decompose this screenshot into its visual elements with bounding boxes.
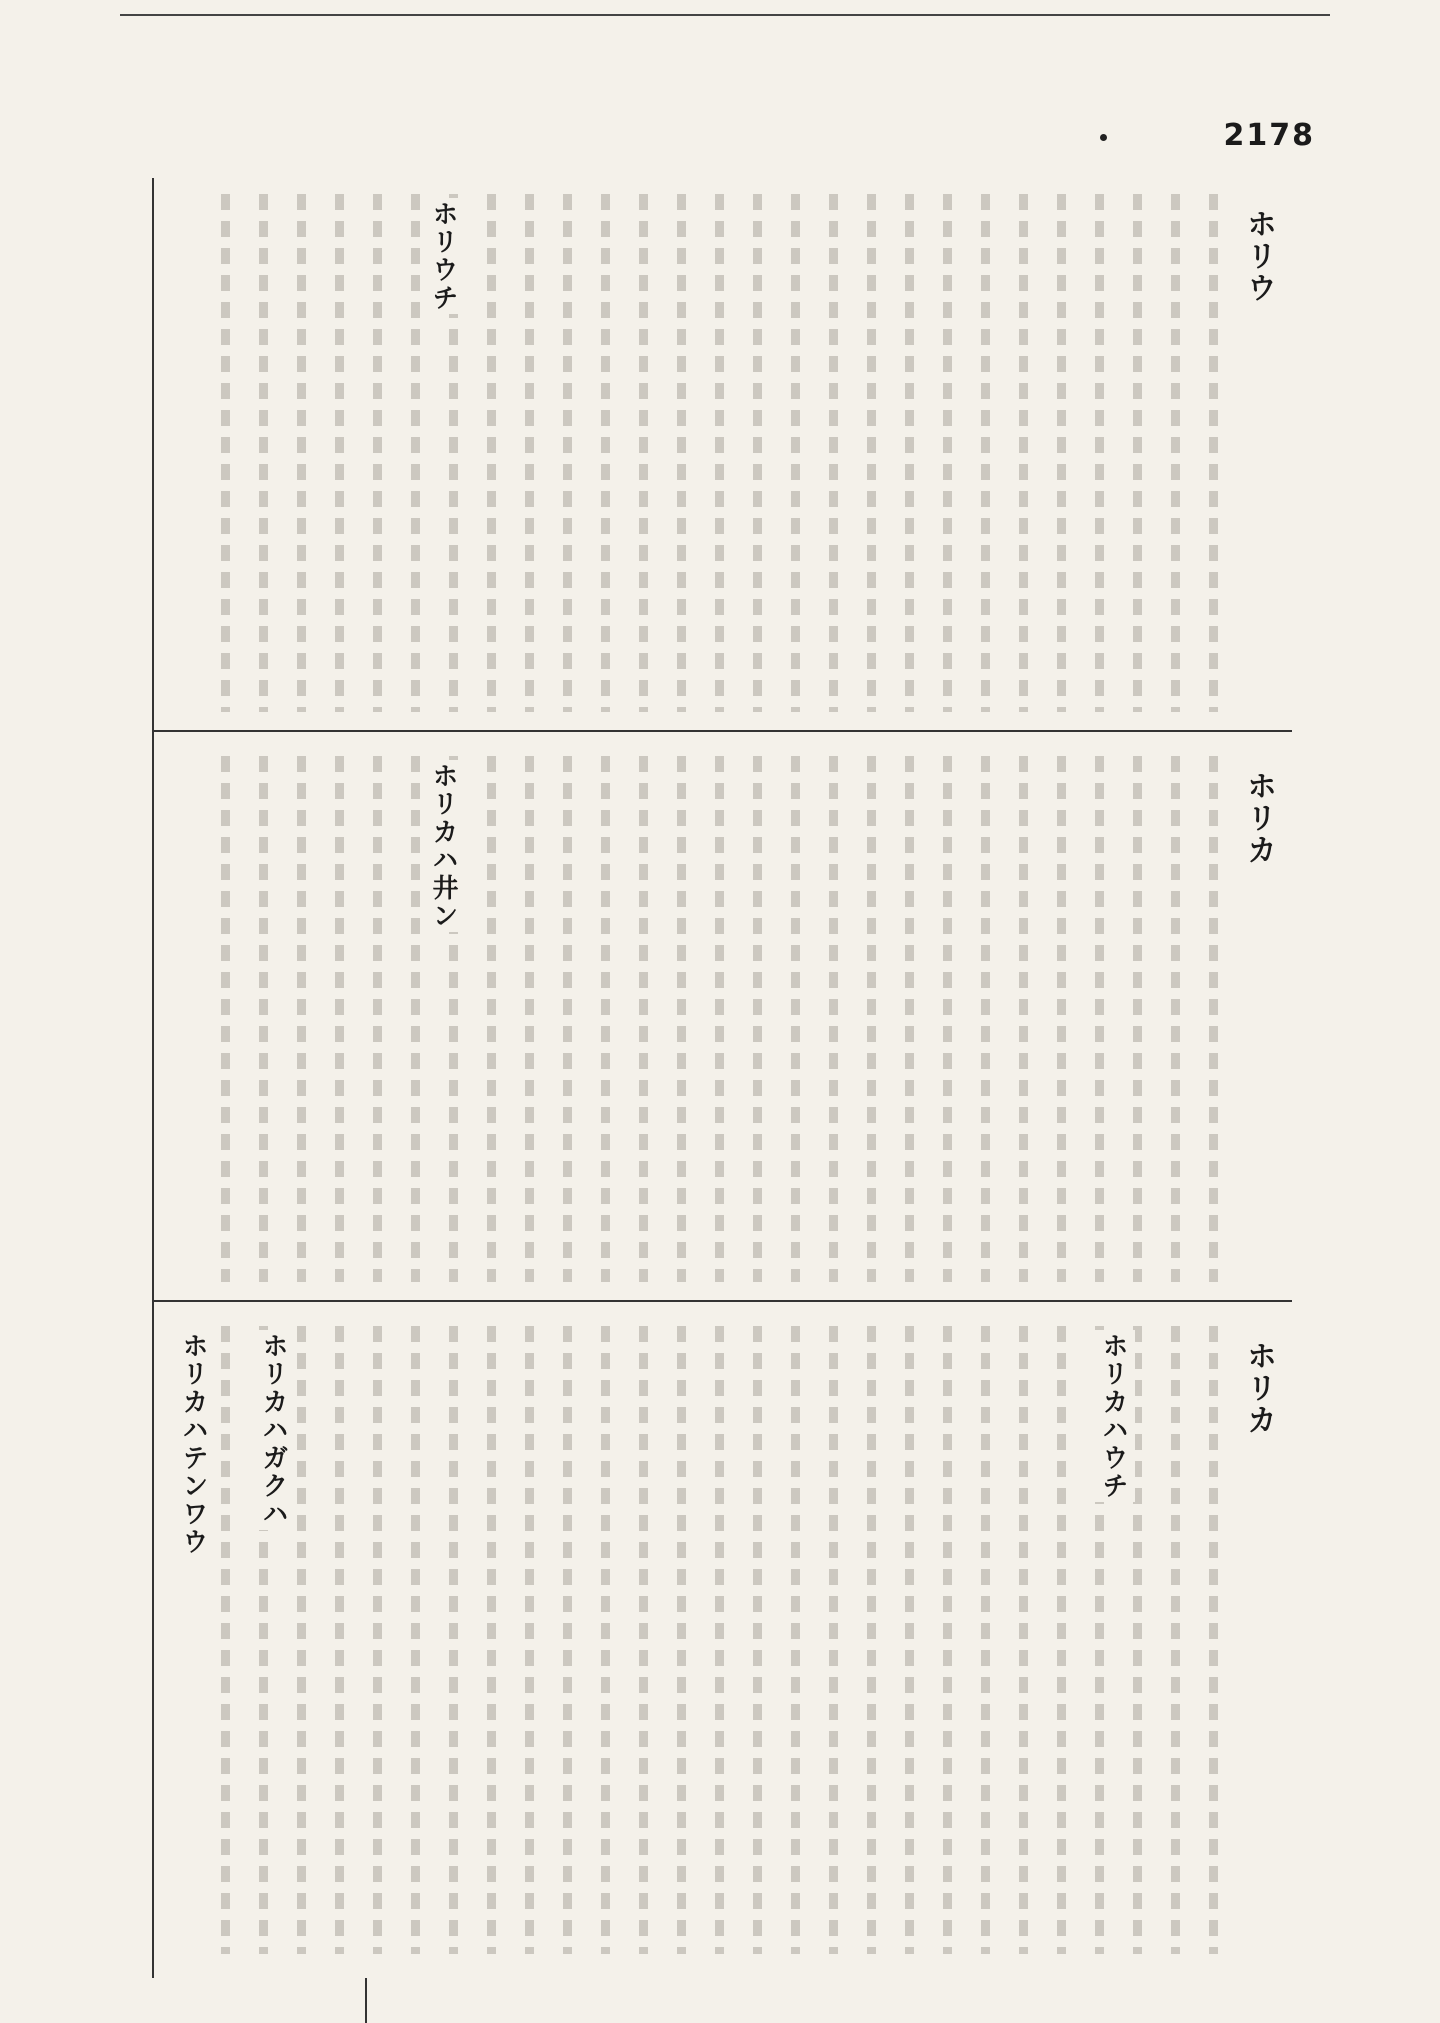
text-column (975, 188, 996, 718)
text-column (671, 750, 692, 1288)
text-column (785, 1320, 806, 1960)
section-divider-1 (152, 730, 1292, 732)
entry-heading: ホリカハガクハ (252, 1330, 295, 1530)
text-column (709, 188, 730, 718)
body-columns (164, 1320, 1224, 1960)
text-column (595, 1320, 616, 1960)
text-column (367, 1320, 388, 1960)
text-column (329, 750, 350, 1288)
text-column (519, 750, 540, 1288)
text-column (823, 750, 844, 1288)
text-column (1013, 750, 1034, 1288)
text-column (519, 1320, 540, 1960)
section-2 (164, 750, 1280, 1288)
text-column (1165, 750, 1186, 1288)
text-column (291, 188, 312, 718)
text-column (367, 750, 388, 1288)
section-1 (164, 188, 1280, 718)
running-head: ホリウ (1234, 208, 1280, 304)
text-column (1165, 188, 1186, 718)
text-column (823, 1320, 844, 1960)
section-divider-2 (152, 1300, 1292, 1302)
body-columns (164, 750, 1224, 1288)
running-head: ホリカ (1234, 770, 1280, 866)
text-column (709, 750, 730, 1288)
text-column (481, 1320, 502, 1960)
text-column (1089, 750, 1110, 1288)
text-column (975, 1320, 996, 1960)
text-column (1051, 188, 1072, 718)
text-column (481, 750, 502, 1288)
text-column (671, 188, 692, 718)
text-column (253, 750, 274, 1288)
text-column (291, 750, 312, 1288)
text-column (405, 1320, 426, 1960)
text-column (899, 1320, 920, 1960)
section-3 (164, 1320, 1280, 1960)
entry-heading: ホリカハテンワウ (172, 1330, 215, 1558)
text-column (1127, 750, 1148, 1288)
text-column (861, 1320, 882, 1960)
text-column (861, 188, 882, 718)
text-column (633, 1320, 654, 1960)
left-rule (152, 178, 154, 1978)
text-column (253, 188, 274, 718)
text-column (215, 188, 236, 718)
text-column (747, 188, 768, 718)
text-column (785, 188, 806, 718)
text-column (557, 750, 578, 1288)
text-column (975, 750, 996, 1288)
text-column (1203, 750, 1224, 1288)
text-column (937, 188, 958, 718)
text-column (1013, 1320, 1034, 1960)
text-column (823, 188, 844, 718)
text-column (1013, 188, 1034, 718)
text-column (557, 1320, 578, 1960)
text-column (443, 1320, 464, 1960)
text-frame (152, 178, 1292, 1978)
text-column (899, 750, 920, 1288)
text-column (899, 188, 920, 718)
text-column (367, 188, 388, 718)
text-column (671, 1320, 692, 1960)
body-columns (164, 188, 1224, 718)
text-column (215, 1320, 236, 1960)
text-column (937, 1320, 958, 1960)
text-column (633, 750, 654, 1288)
text-column (557, 188, 578, 718)
text-column (1203, 188, 1224, 718)
text-column (595, 750, 616, 1288)
bottom-mark (365, 1978, 367, 2023)
text-column (1051, 1320, 1072, 1960)
text-column (1089, 188, 1110, 718)
text-column (937, 750, 958, 1288)
text-column (595, 188, 616, 718)
text-column (633, 188, 654, 718)
text-column (785, 750, 806, 1288)
text-column (709, 1320, 730, 1960)
running-head: ホリカ (1234, 1340, 1280, 1436)
page-dot (1100, 134, 1107, 141)
text-column (747, 1320, 768, 1960)
text-column (1165, 1320, 1186, 1960)
top-rule (120, 14, 1330, 16)
text-column (1051, 750, 1072, 1288)
text-column (215, 750, 236, 1288)
text-column (747, 750, 768, 1288)
entry-heading: ホリカハ井ン (422, 760, 465, 932)
entry-heading: ホリウチ (422, 198, 465, 314)
entry-heading: ホリカハウチ (1092, 1330, 1135, 1502)
text-column (1127, 188, 1148, 718)
page-number: 2178 (1223, 118, 1315, 153)
text-column (861, 750, 882, 1288)
text-column (329, 188, 350, 718)
text-column (481, 188, 502, 718)
text-column (1203, 1320, 1224, 1960)
text-column (519, 188, 540, 718)
text-column (329, 1320, 350, 1960)
